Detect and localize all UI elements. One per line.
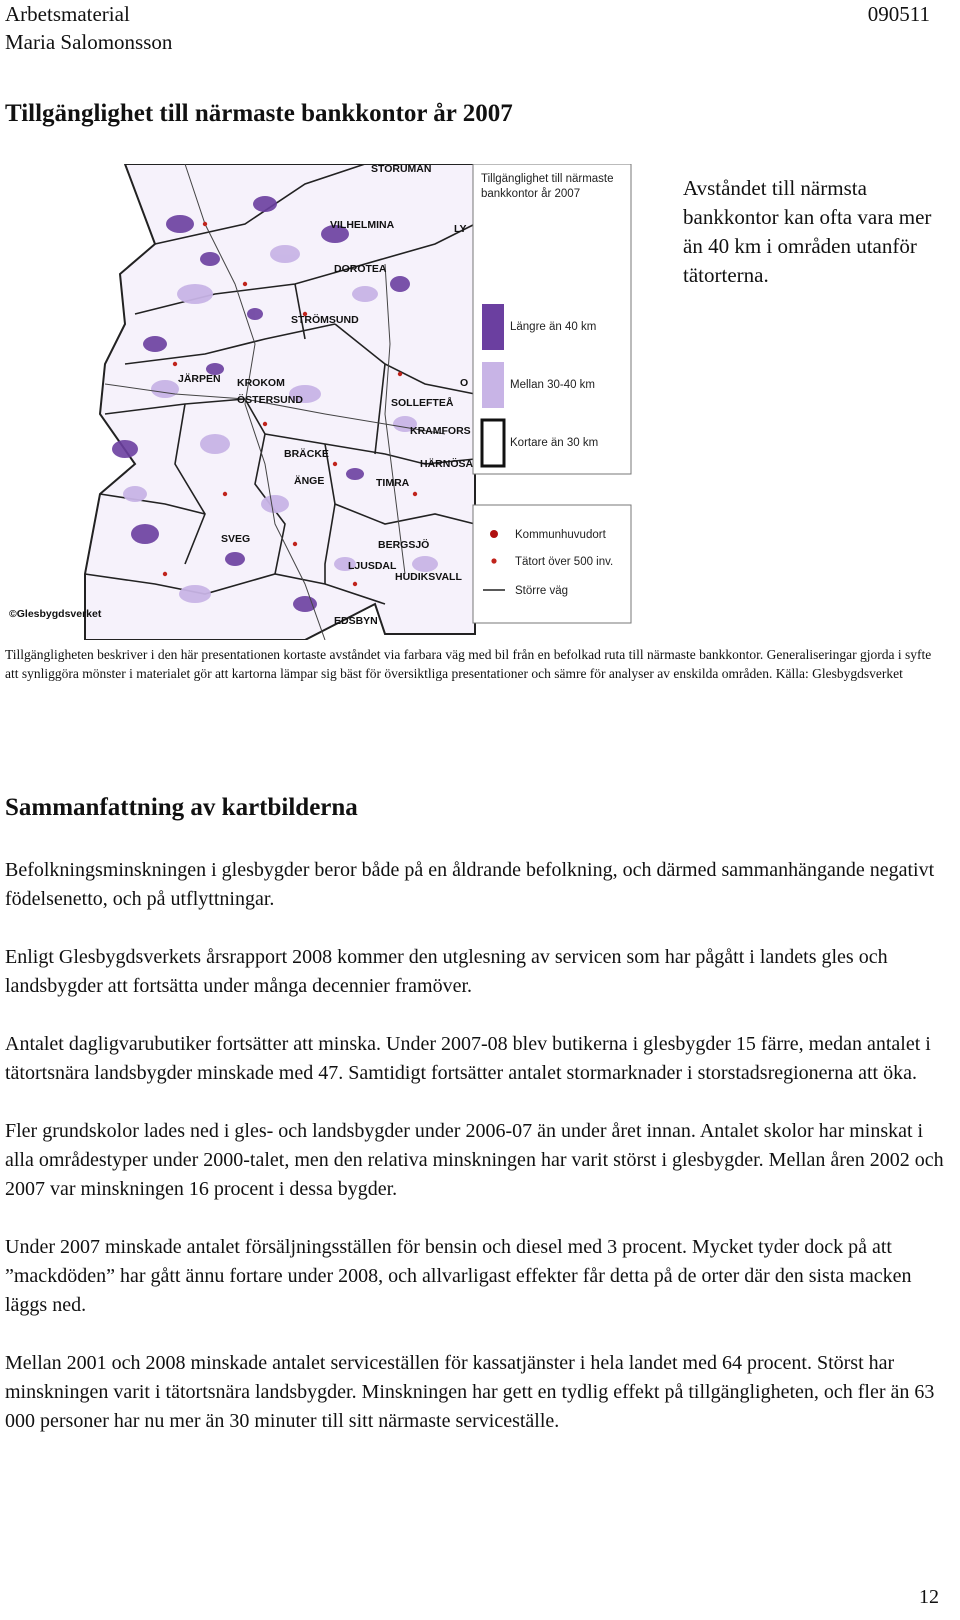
page-number: 12 <box>919 1586 939 1608</box>
map-place-label: LY <box>454 223 467 235</box>
summary-paragraph: Fler grundskolor lades ned i gles- och landsbygder under 2006-07 än under året innan. Antalet skolor har minskat i alla områdestyper under 2000-talet, men den relativa minskningen har varit störst i glesbygder. Mellan åren 2002 och 2007 var minskningen 16 procent i dessa bygder. <box>5 1120 944 1200</box>
legend-title-line1: Tillgänglighet till närmaste <box>481 173 614 185</box>
figure-caption <box>5 646 940 683</box>
map-place-label: KRAMFORS <box>410 425 471 437</box>
summary-paragraph: Enligt Glesbygdsverkets årsrapport 2008 kommer den utglesning av servicen som har pågått i landets gles och landsbygder att fortsätta under många decennier framöver. <box>5 946 888 997</box>
legend-title-line2: bankkontor år 2007 <box>481 188 581 200</box>
map-place-label: VILHELMINA <box>330 219 395 231</box>
map-place-label: O <box>460 377 469 389</box>
map-place-label: JÄRPEN <box>178 373 221 385</box>
header-author: Maria Salomonsson <box>5 30 173 54</box>
header-label: Arbetsmaterial <box>5 2 130 26</box>
map-place-label: DOROTEA <box>334 263 387 275</box>
figure-side-note: Avståndet till närmsta bankkontor kan ofta vara mer än 40 km i områden utanför tätorterna. <box>683 176 932 287</box>
caption-line1: Tillgängligheten beskriver i den här presentationen kortaste avståndet via farbara väg med bil från en befolkad ruta till närmaste bankkontor. <box>5 647 764 662</box>
municipality-center-icon <box>490 530 498 538</box>
map-place-label: SOLLEFTEÅ <box>391 397 454 409</box>
map-place-label: BERGSJÖ <box>378 539 430 551</box>
legend-symbol-label: Tätort över 500 inv. <box>515 556 614 568</box>
legend-symbol-label: Kommunhuvudort <box>515 529 606 541</box>
document-header-left <box>5 0 172 56</box>
figure-title: Tillgänglighet till närmaste bankkontor år 2007 <box>5 100 513 127</box>
map-place-label: HUDIKSVALL <box>395 571 462 583</box>
summary-paragraph: Antalet dagligvarubutiker fortsätter att minska. Under 2007-08 blev butikerna i glesbygder 15 färre, medan antalet i tätortsnära landsbygder minskade med 47. Samtidigt fortsätter antalet stormarknader i storstadsregionerna att öka. <box>5 1033 931 1084</box>
access-map-figure <box>5 164 651 640</box>
legend-swatch <box>482 362 504 408</box>
access-map <box>5 164 651 640</box>
map-place-label: ÖSTERSUND <box>237 394 303 406</box>
map-place-label: BRÄCKE <box>284 448 329 460</box>
map-place-label: HÄRNÖSA <box>420 458 474 470</box>
map-place-label: STORUMAN <box>371 164 432 175</box>
locality-dot-icon <box>491 558 496 563</box>
header-date: 090511 <box>867 2 930 26</box>
summary-paragraph: Mellan 2001 och 2008 minskade antalet serviceställen för kassatjänster i hela landet med 64 procent. Störst har minskningen varit i tätortsnära landsbygder. Minskningen har gett en tydlig effekt på tillgängligheten, och fler än 63 000 personer har nu mer än 30 minuter till sitt närmaste serviceställe. <box>5 1352 935 1432</box>
legend-swatch <box>482 420 504 466</box>
map-place-label: STRÖMSUND <box>291 314 359 326</box>
summary-paragraph: Befolkningsminskningen i glesbygder beror både på en åldrande befolkning, och därmed sammanhängande negativt födelsenetto, och på utflyttningar. <box>5 859 935 910</box>
map-credit: ©Glesbygdsverket <box>9 608 102 620</box>
map-place-label: SVEG <box>221 533 251 545</box>
map-place-label: TIMRA <box>376 477 410 489</box>
summary-body <box>5 856 945 1465</box>
legend-swatch <box>482 304 504 350</box>
summary-heading: Sammanfattning av kartbilderna <box>5 794 358 821</box>
map-place-label: KROKOM <box>237 377 285 389</box>
legend-distance-label: Längre än 40 km <box>510 321 597 333</box>
legend-symbol-label: Större väg <box>515 585 569 597</box>
map-place-label: EDSBYN <box>334 615 378 627</box>
summary-paragraph: Under 2007 minskade antalet försäljningsställen för bensin och diesel med 3 procent. Mycket tyder dock på att ”mackdöden” har gått ännu fortare under 2008, och allvarligast effekter får detta på de orter där den sista macken läggs ned. <box>5 1236 912 1316</box>
map-place-label: LJUSDAL <box>348 560 397 572</box>
legend-distance-label: Kortare än 30 km <box>510 437 599 449</box>
map-place-label: ÄNGE <box>294 475 325 487</box>
caption-line2: Generaliseringar gjorda i syfte att synliggöra mönster i materialet gör att kartorna lämpar sig bäst för översiktliga presentationer och sämre för analyser av enskilda områden. Källa: Glesbygdsverket <box>5 647 932 681</box>
legend-distance-label: Mellan 30-40 km <box>510 379 596 391</box>
